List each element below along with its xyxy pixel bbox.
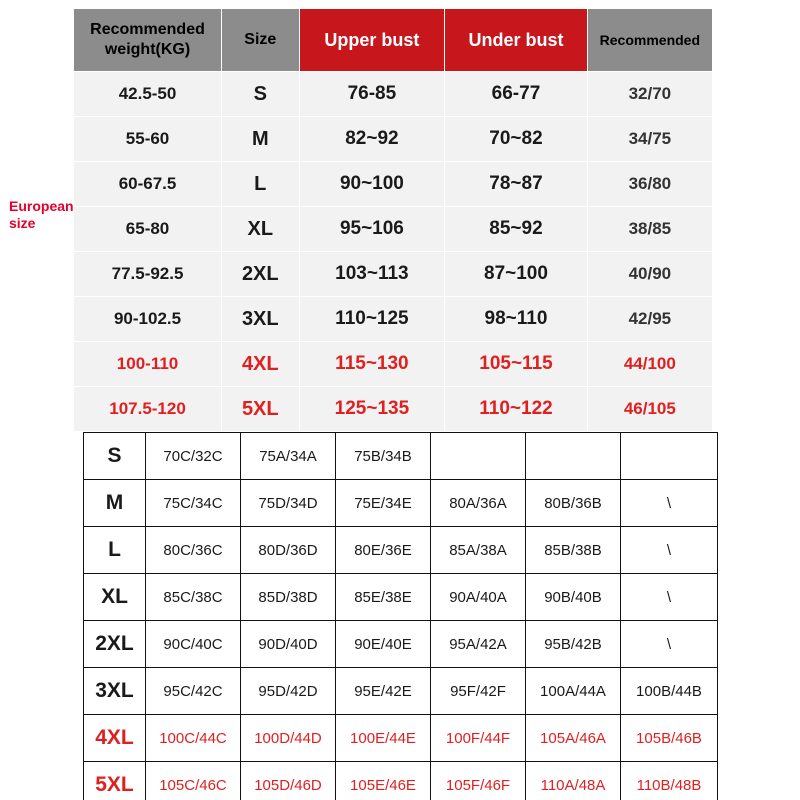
cell-bra-size: 90C/40C	[146, 621, 241, 668]
cell-bra-size: 80E/36E	[336, 527, 431, 574]
table-row	[84, 762, 718, 800]
cell-bra-size	[431, 433, 526, 480]
cell-recommended: 36/80	[587, 162, 712, 207]
table-row	[84, 668, 718, 715]
cell-recommended: 34/75	[587, 117, 712, 162]
cell-recommended: 38/85	[587, 207, 712, 252]
cell-bra-size: \	[621, 574, 718, 621]
cell-bra-size: 90D/40D	[241, 621, 336, 668]
table-row	[84, 480, 718, 527]
cell-recommended: 44/100	[587, 342, 712, 387]
cell-bra-size: 95E/42E	[336, 668, 431, 715]
cell-bra-size: 110A/48A	[526, 762, 621, 800]
cell-bra-size: 105C/46C	[146, 762, 241, 800]
cell-bra-size: 85D/38D	[241, 574, 336, 621]
cell-size: 2XL	[222, 252, 299, 297]
table-row	[74, 207, 713, 252]
cell-bra-size: 105D/46D	[241, 762, 336, 800]
table-row	[84, 527, 718, 574]
cell-bra-size: 100C/44C	[146, 715, 241, 762]
cell-weight: 65-80	[74, 207, 222, 252]
cell-under-bust: 87~100	[445, 252, 587, 297]
cell-size: S	[222, 72, 299, 117]
cell-under-bust: 66-77	[445, 72, 587, 117]
cell-bra-size: 80A/36A	[431, 480, 526, 527]
cell-bra-size: 100D/44D	[241, 715, 336, 762]
cell-under-bust: 98~110	[445, 297, 587, 342]
cell-bra-size: 105A/46A	[526, 715, 621, 762]
cell-weight: 42.5-50	[74, 72, 222, 117]
cell-bra-size: 75B/34B	[336, 433, 431, 480]
cell-size: S	[84, 433, 146, 480]
table-row	[84, 621, 718, 668]
cell-bra-size: 75A/34A	[241, 433, 336, 480]
table-row	[74, 297, 713, 342]
table-row	[74, 72, 713, 117]
table-body	[74, 72, 713, 432]
cell-size: 5XL	[84, 762, 146, 800]
cell-weight: 107.5-120	[74, 387, 222, 432]
cell-weight: 90-102.5	[74, 297, 222, 342]
cell-bra-size	[621, 433, 718, 480]
cell-weight: 100-110	[74, 342, 222, 387]
cell-under-bust: 85~92	[445, 207, 587, 252]
cell-weight: 55-60	[74, 117, 222, 162]
cell-bra-size: 100A/44A	[526, 668, 621, 715]
table-row	[74, 342, 713, 387]
cell-bra-size: 90A/40A	[431, 574, 526, 621]
cell-bra-size: 100B/44B	[621, 668, 718, 715]
cell-recommended: 46/105	[587, 387, 712, 432]
cell-size: L	[222, 162, 299, 207]
cell-bra-size: 90E/40E	[336, 621, 431, 668]
cell-bra-size: 110B/48B	[621, 762, 718, 800]
cell-bra-size: 95F/42F	[431, 668, 526, 715]
cell-bra-size: 95D/42D	[241, 668, 336, 715]
bra-size-table	[83, 432, 718, 800]
cell-size: XL	[84, 574, 146, 621]
cell-recommended: 40/90	[587, 252, 712, 297]
table-header	[74, 9, 713, 72]
cell-bra-size: 95C/42C	[146, 668, 241, 715]
header-size: Size	[222, 9, 299, 72]
cell-bra-size: \	[621, 527, 718, 574]
cell-bra-size: 80C/36C	[146, 527, 241, 574]
cell-bra-size: 80D/36D	[241, 527, 336, 574]
cell-recommended: 42/95	[587, 297, 712, 342]
cell-upper-bust: 125~135	[299, 387, 445, 432]
cell-bra-size: 85B/38B	[526, 527, 621, 574]
cell-size: 2XL	[84, 621, 146, 668]
cell-bra-size: 70C/32C	[146, 433, 241, 480]
cell-bra-size: 75E/34E	[336, 480, 431, 527]
cell-bra-size: 80B/36B	[526, 480, 621, 527]
cell-upper-bust: 90~100	[299, 162, 445, 207]
cell-bra-size: 105F/46F	[431, 762, 526, 800]
header-upper-bust: Upper bust	[299, 9, 445, 72]
cell-upper-bust: 76-85	[299, 72, 445, 117]
cell-bra-size: 105B/46B	[621, 715, 718, 762]
european-size-table	[73, 8, 713, 432]
table-row	[84, 574, 718, 621]
header-recommended-weight: Recommended weight(KG)	[74, 9, 222, 72]
cell-upper-bust: 103~113	[299, 252, 445, 297]
cell-upper-bust: 82~92	[299, 117, 445, 162]
table-row	[84, 715, 718, 762]
cell-upper-bust: 110~125	[299, 297, 445, 342]
cell-upper-bust: 115~130	[299, 342, 445, 387]
header-row	[74, 9, 713, 72]
header-under-bust: Under bust	[445, 9, 587, 72]
cell-bra-size: 90B/40B	[526, 574, 621, 621]
cell-size: 3XL	[84, 668, 146, 715]
table-row	[74, 387, 713, 432]
table-row	[84, 433, 718, 480]
cell-bra-size: 100E/44E	[336, 715, 431, 762]
european-size-label: European size	[9, 198, 74, 231]
cell-size: 4XL	[84, 715, 146, 762]
table-row	[74, 117, 713, 162]
cell-bra-size: \	[621, 621, 718, 668]
cell-size: 4XL	[222, 342, 299, 387]
cell-bra-size: 95B/42B	[526, 621, 621, 668]
bra-size-table-container	[83, 432, 717, 800]
cell-weight: 77.5-92.5	[74, 252, 222, 297]
cell-size: 5XL	[222, 387, 299, 432]
cell-bra-size: 75D/34D	[241, 480, 336, 527]
cell-under-bust: 105~115	[445, 342, 587, 387]
cell-bra-size: 95A/42A	[431, 621, 526, 668]
cell-weight: 60-67.5	[74, 162, 222, 207]
cell-under-bust: 110~122	[445, 387, 587, 432]
cell-bra-size: 100F/44F	[431, 715, 526, 762]
cell-under-bust: 70~82	[445, 117, 587, 162]
cell-bra-size: 85E/38E	[336, 574, 431, 621]
cell-bra-size: 105E/46E	[336, 762, 431, 800]
cell-recommended: 32/70	[587, 72, 712, 117]
cell-size: M	[222, 117, 299, 162]
european-size-table-container	[73, 8, 713, 432]
cell-upper-bust: 95~106	[299, 207, 445, 252]
cell-under-bust: 78~87	[445, 162, 587, 207]
table-row	[74, 162, 713, 207]
cell-size: 3XL	[222, 297, 299, 342]
cell-size: L	[84, 527, 146, 574]
table-row	[74, 252, 713, 297]
cell-bra-size: \	[621, 480, 718, 527]
cell-bra-size	[526, 433, 621, 480]
cell-bra-size: 85C/38C	[146, 574, 241, 621]
header-recommended: Recommended	[587, 9, 712, 72]
cell-size: M	[84, 480, 146, 527]
cell-bra-size: 75C/34C	[146, 480, 241, 527]
bra-table-body	[84, 433, 718, 800]
cell-bra-size: 85A/38A	[431, 527, 526, 574]
cell-size: XL	[222, 207, 299, 252]
